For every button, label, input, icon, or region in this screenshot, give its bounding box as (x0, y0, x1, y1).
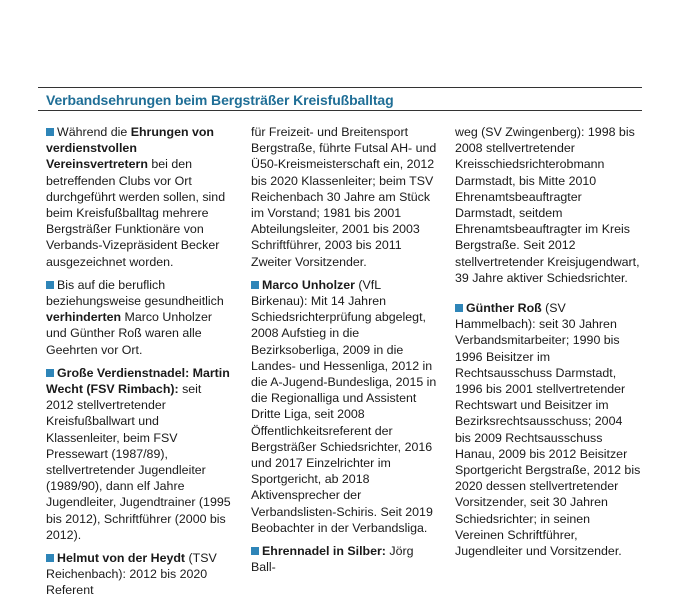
column-2 (251, 124, 437, 575)
paragraph-bold-text: Ehrungen von verdienstvollen Vereinsvertretern (46, 125, 214, 172)
paragraph-bold-lead: Große Verdienstnadel: Martin Wecht (FSV Rimbach): (46, 365, 230, 397)
paragraph-text: seit 2012 stellvertretender Kreisfußballwart und Klassenleiter, beim FSV Pressewart (1987/89), stellvertretender Jugendleiter (1989/90), dann elf Jahre Jugendleiter, Jugendtrainer (1995 bis 2012), Schriftführer (2000 bis 2012). (46, 382, 231, 542)
paragraph (455, 124, 641, 286)
paragraph-text: (SV Hammelbach): seit 30 Jahren Verbandsmitarbeiter; 1990 bis 1996 Beisitzer im Rechtsausschuss Darmstadt, 1996 bis 2001 stellvertretender Rechtswart und Beisitzer im Bezirksrechtsausschuss; 2004 bis 2009 Rechtsausschuss Hanau, 2009 bis 2012 Beisitzer Sportgericht Bergstraße, 2012 bis 2020 dessen stellvertretender Vorsitzender, seit 30 Jahren Schiedsrichter; in seinen Vereinen Schriftführer, Jugendleiter und Vorsitzender. (455, 301, 641, 559)
article-headline: Verbandsehrungen beim Bergsträßer Kreisfußballtag (46, 92, 394, 108)
column-1 (46, 124, 232, 599)
paragraph-bold-lead: Günther Roß (466, 301, 542, 316)
paragraph (46, 550, 232, 599)
bullet-square-icon (251, 547, 259, 555)
paragraph-text: Marco Unholzer und Günther Roß waren alle Geehrten vor Ort. (46, 310, 212, 357)
paragraph-text: (VfL Birkenau): Mit 14 Jahren Schiedsrichterprüfung abgelegt, 2008 Aufstieg in die Bezirksoberliga, 2009 in die Landes- und Hessenliga, 2012 in die A-Jugend-Bundesliga, 2015 in die Regionalliga und Assistent Dritte Liga, seit 2008 Öffentlichkeitsreferent der Bergsträßer Schiedsrichter, 2016 und 2017 Einzelrichter im Sportgericht, ab 2018 Aktivensprecher der Verbandslisten-Schiris. Seit 2019 Beobachter in der Verbandsliga. (251, 277, 437, 535)
paragraph (251, 124, 437, 270)
headline-rule (38, 110, 642, 111)
paragraph-text: weg (SV Zwingenberg): 1998 bis 2008 stellvertretender Kreisschiedsrichterobmann Darmstadt, bis Mitte 2010 Ehrenamtsbeauftragter Darmstadt, seitdem Ehrenamtsbeauftragter im Kreis Bergstraße. Seit 2012 stellvertretender Kreisjugendwart, 39 Jahre aktiver Schiedsrichter. (455, 125, 640, 285)
bullet-square-icon (251, 281, 259, 289)
paragraph-bold-lead: Helmut von der Heydt (57, 551, 186, 566)
paragraph-bold-lead: Marco Unholzer (262, 277, 355, 292)
paragraph (46, 124, 232, 270)
paragraph-bold-lead: Ehrennadel in Silber: (262, 544, 386, 559)
paragraph-text: bei den betreffenden Clubs vor Ort durchgeführt werden sollen, sind beim Kreisfußballtag mehrere Bergsträßer Funktionäre von Verbands-Vizepräsident Becker ausgezeichnet worden. (46, 157, 226, 269)
paragraph (46, 365, 232, 543)
paragraph-text: Jörg Ball- (251, 544, 414, 575)
paragraph-text: Während die (57, 125, 131, 139)
paragraph (46, 277, 232, 358)
top-rule (38, 87, 642, 88)
paragraph-text: für Freizeit- und Breitensport Bergstraße, führte Futsal AH- und Ü50-Kreismeisterschaft ein, 2012 bis 2020 Klassenleiter; beim TSV Reichenbach 30 Jahre am Stück im Vorstand; 1981 bis 2001 Abteilungsleiter, 2001 bis 2003 Schriftführer, 2003 bis 2011 Zweiter Vorsitzender. (251, 125, 437, 269)
paragraph-text: (TSV Reichenbach): 2012 bis 2020 Referent (46, 551, 217, 598)
bullet-square-icon (46, 554, 54, 562)
bullet-square-icon (46, 281, 54, 289)
bullet-square-icon (46, 369, 54, 377)
paragraph-text: Bis auf die beruflich beziehungsweise gesundheitlich (46, 277, 224, 309)
column-3 (455, 124, 641, 559)
paragraph (455, 300, 641, 559)
paragraph (251, 543, 437, 575)
bullet-square-icon (455, 304, 463, 312)
paragraph-bold-text: verhinderten (46, 310, 122, 325)
paragraph (251, 277, 437, 536)
bullet-square-icon (46, 128, 54, 136)
